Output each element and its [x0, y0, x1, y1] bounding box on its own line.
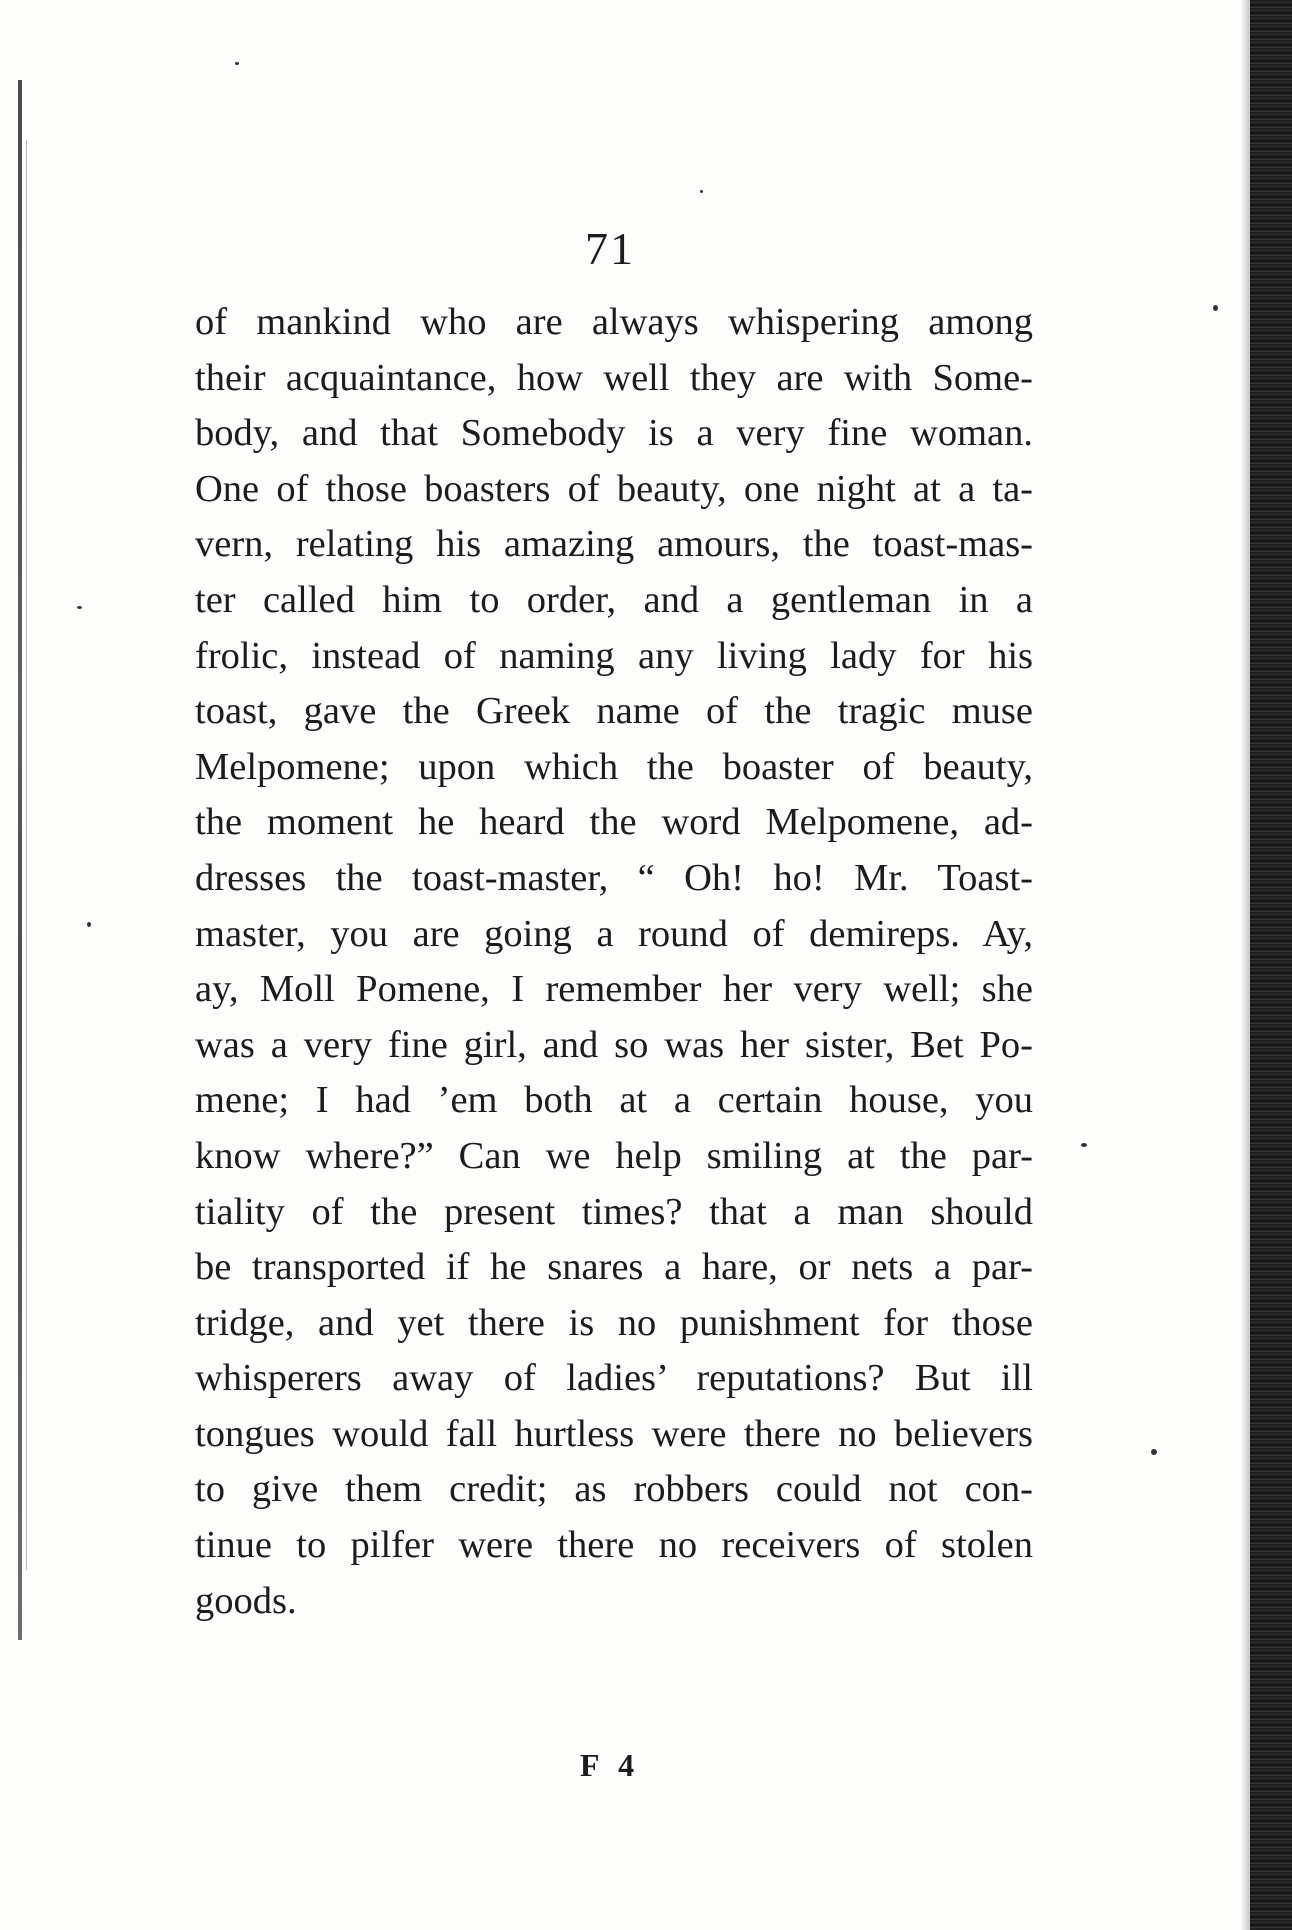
text-line: be transported if he snares a hare, or nets a par-: [195, 1246, 1033, 1289]
text-line: vern, relating his amazing amours, the toast-mas-: [195, 523, 1033, 566]
text-line: the moment he heard the word Melpomene, ad-: [195, 801, 1033, 844]
text-line: was a very fine girl, and so was her sister, Bet Po-: [195, 1023, 1033, 1066]
paper-speck: [77, 606, 82, 609]
text-line: their acquaintance, how well they are with Some-: [195, 356, 1033, 399]
page-edge-shade: [1240, 0, 1250, 1930]
text-line: whisperers away of ladies’ reputations? But ill: [195, 1357, 1033, 1400]
body-text: [195, 295, 1033, 1629]
text-line: goods.: [195, 1579, 297, 1622]
text-line: toast, gave the Greek name of the tragic muse: [195, 690, 1033, 733]
page-number: 71: [585, 223, 635, 274]
paper-speck: [1151, 1449, 1157, 1455]
text-line: ter called him to order, and a gentleman in a: [195, 578, 1033, 621]
signature-mark: F 4: [579, 1747, 641, 1783]
text-line: know where?” Can we help smiling at the par-: [195, 1134, 1033, 1177]
paper-speck: [700, 190, 703, 193]
text-line: tiality of the present times? that a man should: [195, 1190, 1033, 1233]
text-line: master, you are going a round of demireps. Ay,: [195, 912, 1033, 955]
text-line: frolic, instead of naming any living lady for his: [195, 634, 1033, 677]
binding-shadow: [18, 80, 22, 1640]
binding-line: [26, 140, 27, 1570]
text-line: Melpomene; upon which the boaster of beauty,: [195, 745, 1033, 788]
paper-speck: [235, 62, 239, 65]
text-line: One of those boasters of beauty, one night at a ta-: [195, 467, 1033, 510]
text-line: dresses the toast-master, “ Oh! ho! Mr. Toast-: [195, 856, 1033, 899]
text-line: mene; I had ’em both at a certain house, you: [195, 1079, 1033, 1122]
paper-speck: [1081, 1143, 1087, 1147]
page-edge-stack: [1250, 0, 1292, 1930]
text-line: tridge, and yet there is no punishment for those: [195, 1301, 1033, 1344]
text-line: of mankind who are always whispering among: [195, 301, 1033, 343]
text-line: to give them credit; as robbers could not con-: [195, 1468, 1033, 1511]
paper-speck: [87, 922, 91, 927]
text-line: tongues would fall hurtless were there no believers: [195, 1412, 1033, 1455]
text-line: tinue to pilfer were there no receivers of stolen: [195, 1524, 1033, 1567]
text-line: ay, Moll Pomene, I remember her very well; she: [195, 968, 1033, 1011]
text-line: body, and that Somebody is a very fine woman.: [195, 412, 1033, 455]
paper-speck: [1213, 305, 1218, 311]
